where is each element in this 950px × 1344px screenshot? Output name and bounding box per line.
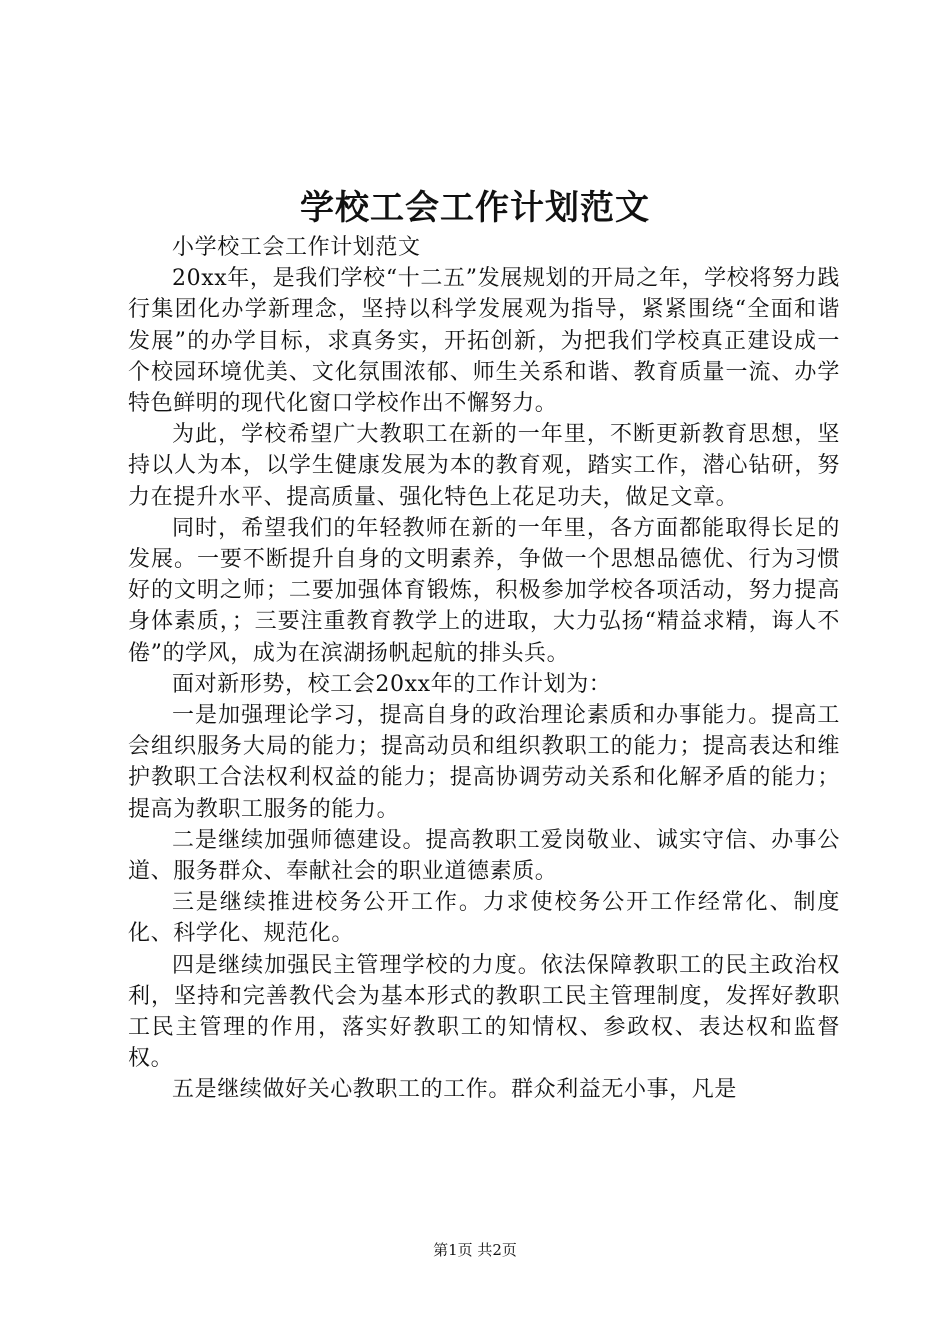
paragraph: 同时，希望我们的年轻教师在新的一年里，各方面都能取得长足的发展。一要不断提升自身的文明素养，争做一个思想品德优、行为习惯好的文明之师；二要加强体育锻炼，积极参加学校各项活动，努力提高身体素质，；三要注重教育教学上的进取，大力弘扬“精益求精，诲人不倦”的学风，成为在滨湖扬帆起航的排头兵。	[128, 515, 840, 666]
document-title: 学校工会工作计划范文	[300, 188, 650, 228]
page-footer: 第1页 共2页	[433, 1241, 517, 1259]
paragraph: 一是加强理论学习，提高自身的政治理论素质和办事能力。提高工会组织服务大局的能力；提高动员和组织教职工的能力；提高表达和维护教职工合法权利权益的能力；提高协调劳动关系和化解矛盾的能力；提高为教职工服务的能力。	[128, 703, 840, 822]
paragraph: 五是继续做好关心教职工的工作。群众利益无小事，凡是	[172, 1077, 738, 1103]
paragraph-subtitle: 小学校工会工作计划范文	[172, 235, 421, 260]
paragraph: 四是继续加强民主管理学校的力度。依法保障教职工的民主政治权利，坚持和完善教代会为基本形式的教职工民主管理制度，发挥好教职工民主管理的作用，落实好教职工的知情权、参政权、表达权和监督权。	[128, 952, 840, 1072]
paragraph: 为此，学校希望广大教职工在新的一年里，不断更新教育思想，坚持以人为本，以学生健康发展为本的教育观，踏实工作，潜心钻研，努力在提升水平、提高质量、强化特色上花足功夫，做足文章。	[128, 422, 840, 510]
paragraph: 20xx年，是我们学校“十二五”发展规划的开局之年，学校将努力践行集团化办学新理念，坚持以科学发展观为指导，紧紧围绕“全面和谐发展”的办学目标，求真务实，开拓创新，为把我们学校真正建设成一个校园环境优美、文化氛围浓郁、师生关系和谐、教育质量一流、办学特色鲜明的现代化窗口学校作出不懈努力。	[128, 266, 840, 417]
paragraph: 三是继续推进校务公开工作。力求使校务公开工作经常化、制度化、科学化、规范化。	[128, 890, 840, 947]
document-body	[128, 232, 840, 1106]
paragraph: 面对新形势，校工会20xx年的工作计划为：	[172, 671, 612, 697]
paragraph: 二是继续加强师德建设。提高教职工爱岗敬业、诚实守信、办事公道、服务群众、奉献社会的职业道德素质。	[128, 827, 840, 885]
